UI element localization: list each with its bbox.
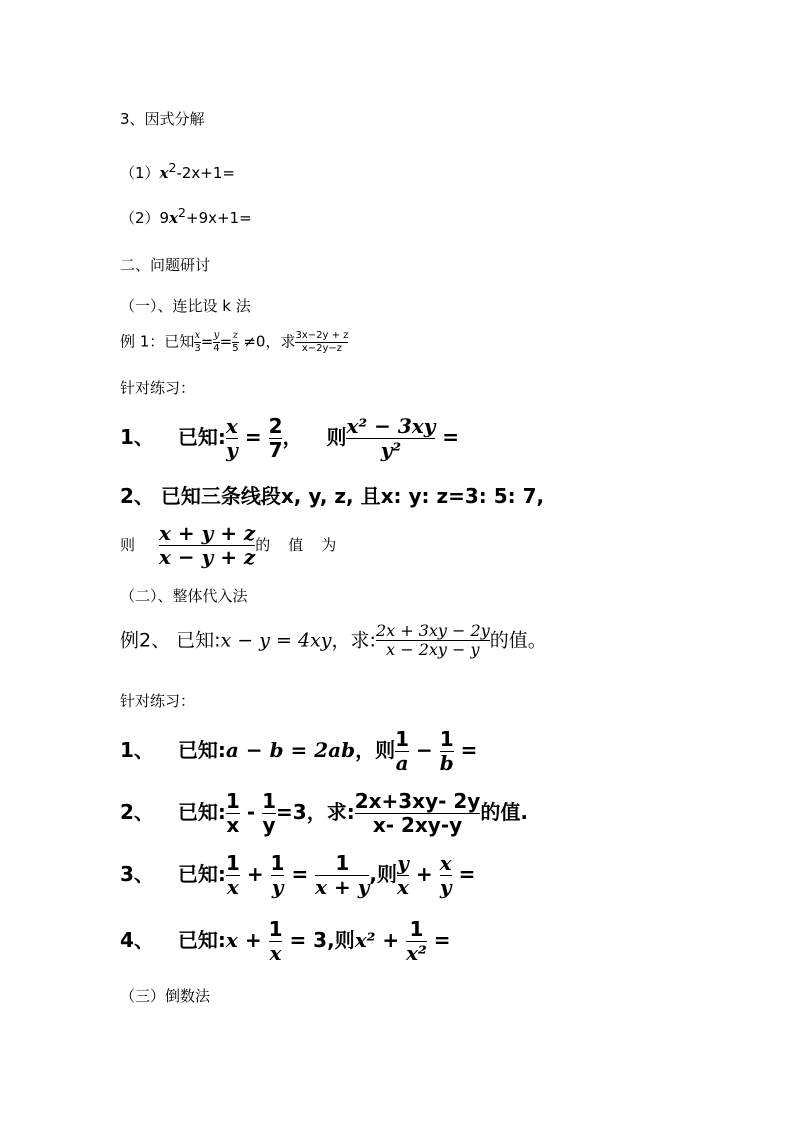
denominator: y² <box>346 438 435 462</box>
given-label: 已知: <box>177 425 226 449</box>
numerator: y <box>213 330 220 341</box>
fraction-1-over-x <box>226 790 240 837</box>
numerator: 1 <box>395 727 410 751</box>
value-text: 的值. <box>480 800 528 824</box>
practice-1-1 <box>120 415 459 462</box>
fraction-x-over-y <box>440 852 452 899</box>
variable: x <box>225 928 238 952</box>
fraction-1-over-x <box>269 918 283 965</box>
numerator: 1 <box>439 727 454 751</box>
numerator: z <box>232 330 239 341</box>
problem-2 <box>120 205 252 228</box>
variable: x <box>159 164 169 182</box>
denominator: x − y + z <box>159 545 256 569</box>
numerator: x + y + z <box>159 521 256 545</box>
condition-text: = 3,则 <box>289 928 355 952</box>
numerator: 1 <box>268 917 283 941</box>
plus-sign: + <box>415 862 433 886</box>
value-text: 的值。 <box>489 629 547 652</box>
problem-label: （2） <box>120 209 160 227</box>
fraction-1-over-y <box>262 790 276 837</box>
practice-heading-1: 针对练习： <box>120 379 196 397</box>
practice-2-1 <box>120 728 477 775</box>
variable-squared: x² <box>354 928 376 952</box>
target-fraction <box>376 622 490 660</box>
example-label: 例 1：已知 <box>120 332 195 351</box>
method-3-title: （三）倒数法 <box>120 987 211 1005</box>
target-fraction <box>346 415 435 462</box>
fraction-1-over-x <box>226 852 240 899</box>
target-fraction <box>355 790 481 837</box>
numerator: 2x + 3xy − 2y <box>375 621 490 640</box>
method-2-title: （二）、整体代入法 <box>120 587 248 605</box>
denominator: x- 2xy-y <box>355 813 481 837</box>
section-problem-study-title: 二、问题研讨 <box>120 256 211 274</box>
target-fraction <box>295 330 348 354</box>
item-number: 3、 <box>120 862 154 886</box>
variable: x <box>169 209 179 227</box>
condition-equation: x − y = 4xy <box>220 629 332 652</box>
denominator: x <box>226 875 239 899</box>
fraction-1-over-x-plus-y <box>315 852 369 899</box>
minus-sign: − <box>415 738 433 762</box>
denominator: y <box>271 875 284 899</box>
fraction-1-over-x-squared <box>406 918 427 965</box>
denominator: 7 <box>268 438 283 462</box>
problem-1 <box>120 160 235 183</box>
coefficient: 9 <box>159 209 170 227</box>
denominator: x − 2xy − y <box>376 640 490 659</box>
denominator: 5 <box>232 342 239 354</box>
numerator: x <box>439 851 452 875</box>
practice-2-4 <box>120 918 451 965</box>
denominator: x <box>269 941 282 965</box>
ask-text: ，求: <box>331 629 376 652</box>
exponent: 2 <box>168 160 177 175</box>
numerator: x <box>225 414 238 438</box>
numerator: x² − 3xy <box>346 414 436 438</box>
fraction-1-over-b <box>440 728 454 775</box>
item-number: 2、 <box>120 800 154 824</box>
practice-1-2: 2、 已知三条线段x, y, z, 且x: y: z=3: 5: 7, <box>120 484 545 508</box>
fraction-y-over-x <box>397 852 409 899</box>
practice-1-2-continued <box>120 522 354 569</box>
practice-heading-2: 针对练习： <box>120 692 196 710</box>
equals-sign: = <box>458 862 476 886</box>
denominator: x−2y−z <box>295 342 348 355</box>
numerator: 1 <box>270 851 285 875</box>
item-number: 4、 <box>120 928 154 952</box>
equals-sign: = <box>291 862 309 886</box>
example-2 <box>120 622 547 660</box>
denominator: 3 <box>194 342 201 354</box>
fraction-1-over-a <box>395 728 409 775</box>
denominator: x² <box>406 941 427 965</box>
denominator: x <box>226 813 240 837</box>
numerator: 3x−2y + z <box>295 330 349 341</box>
then-label: ,则 <box>369 862 398 886</box>
numerator: 2 <box>268 414 283 438</box>
denominator: y <box>226 438 238 462</box>
practice-2-2 <box>120 790 528 837</box>
denominator: y <box>439 875 452 899</box>
given-label: 已知: <box>177 928 226 952</box>
condition-text: =3，求: <box>276 800 355 824</box>
expression: +9x+1= <box>186 209 252 227</box>
equals-sign: = <box>460 738 478 762</box>
numerator: 1 <box>409 917 424 941</box>
condition-equation: a − b = 2ab <box>225 738 356 762</box>
denominator: 4 <box>213 342 220 354</box>
numerator: 1 <box>335 851 350 875</box>
fraction-2-over-7 <box>269 415 283 462</box>
minus-sign: - <box>246 800 256 824</box>
numerator: 2x+3xy- 2y <box>354 789 481 813</box>
ratio-fraction <box>159 522 255 569</box>
comma: ， <box>282 425 303 449</box>
equals-sign: = <box>433 928 451 952</box>
plus-sign: + <box>244 928 262 952</box>
exponent: 2 <box>178 205 186 220</box>
denominator: b <box>439 751 454 775</box>
fraction-x-over-y <box>226 415 238 462</box>
numerator: x <box>194 330 201 341</box>
equals-sign: = <box>200 332 214 351</box>
problem-label: （1） <box>120 164 160 182</box>
example-1 <box>120 330 348 354</box>
given-label: 已知: <box>177 738 226 762</box>
numerator: 1 <box>225 851 240 875</box>
equals-sign: = <box>244 425 262 449</box>
plus-sign: + <box>246 862 264 886</box>
section-factorization-title: 3、因式分解 <box>120 110 205 128</box>
given-label: 已知: <box>177 800 226 824</box>
plus-sign: + <box>382 928 400 952</box>
value-text: 的值为 <box>255 536 355 554</box>
numerator: 1 <box>262 789 277 813</box>
equals-sign: = <box>219 332 233 351</box>
equals-sign: = <box>442 425 460 449</box>
denominator: x + y <box>315 875 370 899</box>
then-label: 则 <box>120 536 136 554</box>
numerator: 1 <box>225 789 240 813</box>
denominator: a <box>395 751 409 775</box>
denominator: y <box>262 813 276 837</box>
item-number: 1、 <box>120 738 154 762</box>
then-label: ，则 <box>355 738 396 762</box>
given-label: 已知: <box>177 862 226 886</box>
practice-2-3 <box>120 852 475 899</box>
denominator: x <box>397 875 409 899</box>
condition-text: ≠0，求 <box>238 332 296 351</box>
expression: -2x+1= <box>176 164 235 182</box>
example-label: 例2、 已知: <box>120 629 221 652</box>
numerator: y <box>397 851 409 875</box>
fraction-1-over-y <box>271 852 285 899</box>
item-number: 1、 <box>120 425 154 449</box>
method-1-title: （一）、连比设 k 法 <box>120 297 251 315</box>
then-label: 则 <box>326 425 347 449</box>
